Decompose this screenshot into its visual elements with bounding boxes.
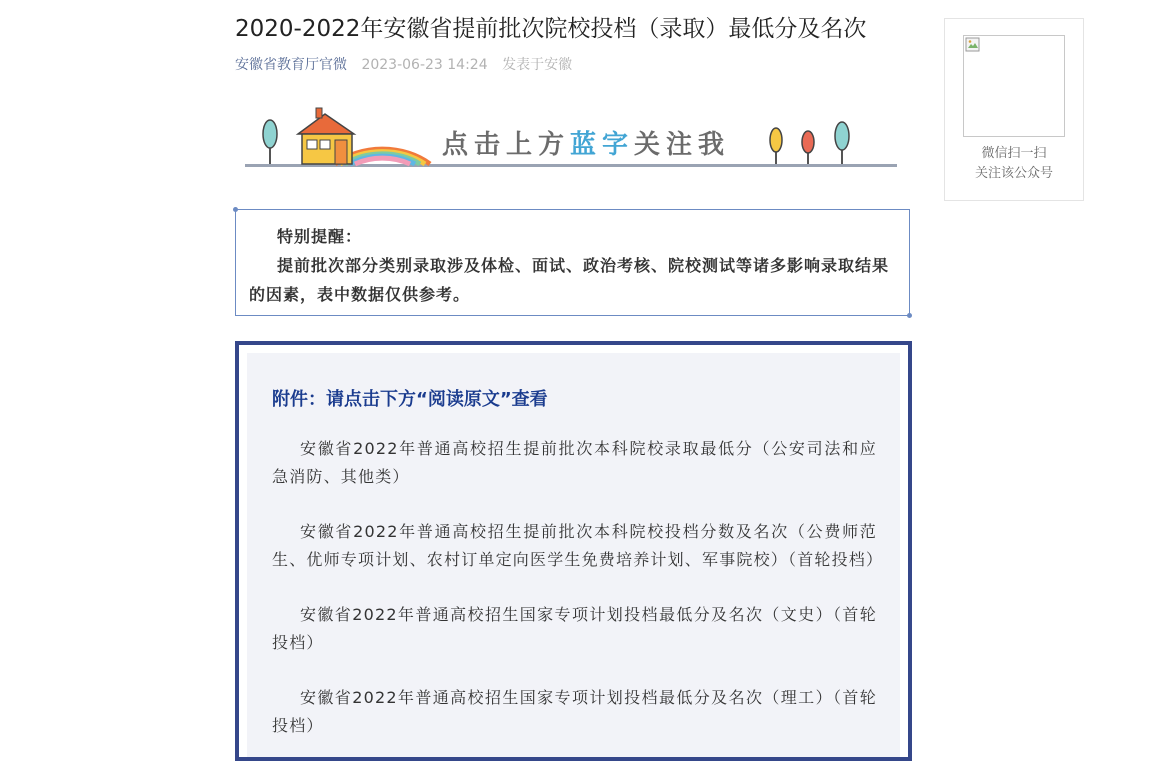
corner-handle [907, 313, 912, 318]
attachments-heading: 附件：请点击下方“阅读原文”查看 [272, 389, 548, 410]
attachment-item: 安徽省2022年普通高校招生国家专项计划投档最低分及名次（文史）（首轮投档） [272, 605, 877, 652]
house-icon [298, 108, 354, 164]
attachments-panel [247, 353, 900, 757]
article-meta [235, 54, 572, 74]
broken-image-icon [965, 37, 981, 53]
corner-handle [233, 207, 238, 212]
attachments-box [235, 341, 912, 761]
notice-heading: 特别提醒： [277, 227, 363, 246]
attachment-item: 安徽省2022年普通高校招生提前批次本科院校录取最低分（公安司法和应急消防、其他类） [272, 439, 877, 486]
qr-caption-line2: 关注该公众号 [974, 166, 1053, 181]
attachment-item: 安徽省2022年普通高校招生提前批次本科院校投档分数及名次（公费师范生、优师专项计划、农村订单定向医学生免费培养计划、军事院校）（首轮投档） [272, 522, 884, 569]
tree-icon [770, 128, 782, 164]
attachment-item: 安徽省2022年普通高校招生国家专项计划投档最低分及名次（理工）（首轮投档） [272, 688, 877, 735]
tree-icon [263, 120, 277, 164]
banner-text-before: 点击上方 [442, 130, 571, 160]
qr-caption-line1: 微信扫一扫 [981, 146, 1047, 161]
article-title: 2020-2022年安徽省提前批次院校投档（录取）最低分及名次 [235, 16, 867, 42]
qr-code-image[interactable] [963, 35, 1065, 137]
banner-text [442, 124, 730, 161]
author-link[interactable]: 安徽省教育厅官微 [235, 57, 347, 73]
notice-body: 提前批次部分类别录取涉及体检、面试、政治考核、院校测试等诸多影响录取结果的因素，表中数据仅供参考。 [249, 256, 890, 304]
publish-time: 2023-06-23 14:24 [361, 57, 488, 73]
banner-text-after: 关注我 [634, 130, 731, 160]
qr-code-card [944, 18, 1084, 201]
tree-icon [835, 122, 849, 164]
banner-text-highlight: 蓝字 [570, 130, 635, 160]
qr-caption [945, 144, 1083, 184]
publish-location: 发表于安徽 [502, 57, 573, 73]
tree-icon [802, 131, 814, 164]
special-notice-box [235, 209, 910, 316]
attachments-list [272, 435, 884, 767]
